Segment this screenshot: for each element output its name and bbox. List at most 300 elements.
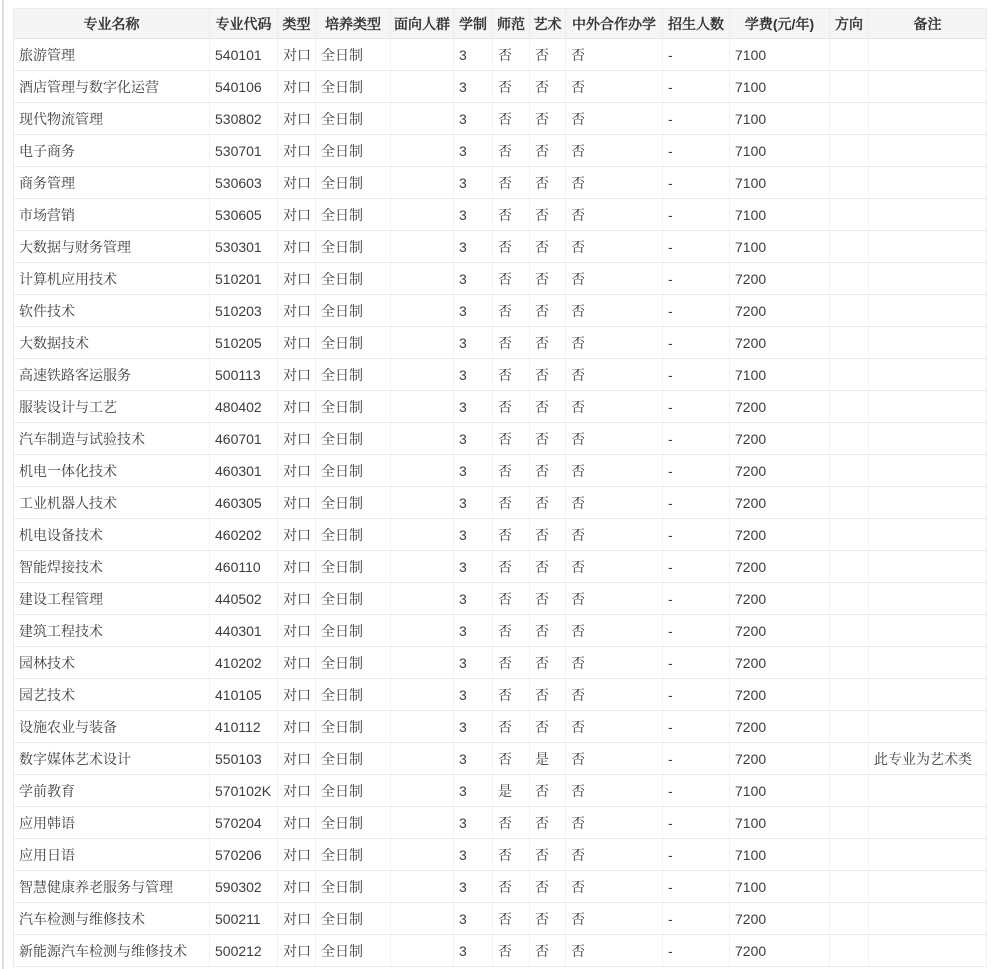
cell-type: 对口 bbox=[278, 775, 316, 807]
cell-name: 设施农业与装备 bbox=[14, 711, 210, 743]
cell-coop: 否 bbox=[566, 807, 663, 839]
cell-art: 否 bbox=[530, 647, 566, 679]
cell-normal: 否 bbox=[493, 295, 530, 327]
cell-name: 数字媒体艺术设计 bbox=[14, 743, 210, 775]
cell-training: 全日制 bbox=[316, 423, 391, 455]
table-row bbox=[14, 39, 987, 71]
cell-remark bbox=[869, 519, 987, 551]
cell-direction bbox=[830, 103, 869, 135]
cell-training: 全日制 bbox=[316, 775, 391, 807]
cell-direction bbox=[830, 775, 869, 807]
cell-direction bbox=[830, 39, 869, 71]
column-header-code: 专业代码 bbox=[210, 9, 278, 39]
cell-direction bbox=[830, 647, 869, 679]
cell-type: 对口 bbox=[278, 71, 316, 103]
cell-audience bbox=[391, 167, 454, 199]
cell-duration: 3 bbox=[454, 487, 493, 519]
cell-direction bbox=[830, 231, 869, 263]
cell-duration: 3 bbox=[454, 807, 493, 839]
cell-normal: 否 bbox=[493, 647, 530, 679]
cell-direction bbox=[830, 551, 869, 583]
cell-duration: 3 bbox=[454, 839, 493, 871]
cell-duration: 3 bbox=[454, 903, 493, 935]
cell-type: 对口 bbox=[278, 103, 316, 135]
cell-enrollment: - bbox=[663, 519, 730, 551]
cell-audience bbox=[391, 519, 454, 551]
cell-enrollment: - bbox=[663, 935, 730, 967]
cell-enrollment: - bbox=[663, 327, 730, 359]
cell-coop: 否 bbox=[566, 711, 663, 743]
cell-name: 智能焊接技术 bbox=[14, 551, 210, 583]
table-row bbox=[14, 871, 987, 903]
cell-type: 对口 bbox=[278, 519, 316, 551]
cell-type: 对口 bbox=[278, 743, 316, 775]
cell-type: 对口 bbox=[278, 327, 316, 359]
cell-remark bbox=[869, 647, 987, 679]
cell-tuition: 7200 bbox=[730, 615, 830, 647]
cell-duration: 3 bbox=[454, 871, 493, 903]
cell-enrollment: - bbox=[663, 903, 730, 935]
cell-duration: 3 bbox=[454, 391, 493, 423]
cell-code: 530603 bbox=[210, 167, 278, 199]
cell-art: 否 bbox=[530, 231, 566, 263]
cell-remark bbox=[869, 71, 987, 103]
cell-type: 对口 bbox=[278, 551, 316, 583]
cell-type: 对口 bbox=[278, 455, 316, 487]
cell-remark bbox=[869, 615, 987, 647]
table-row bbox=[14, 263, 987, 295]
cell-coop: 否 bbox=[566, 679, 663, 711]
cell-duration: 3 bbox=[454, 263, 493, 295]
table-row bbox=[14, 679, 987, 711]
cell-code: 590302 bbox=[210, 871, 278, 903]
cell-enrollment: - bbox=[663, 135, 730, 167]
cell-training: 全日制 bbox=[316, 263, 391, 295]
cell-art: 否 bbox=[530, 135, 566, 167]
cell-code: 570206 bbox=[210, 839, 278, 871]
cell-name: 应用日语 bbox=[14, 839, 210, 871]
cell-direction bbox=[830, 295, 869, 327]
cell-remark bbox=[869, 935, 987, 967]
cell-enrollment: - bbox=[663, 679, 730, 711]
cell-code: 570102K bbox=[210, 775, 278, 807]
cell-training: 全日制 bbox=[316, 743, 391, 775]
cell-art: 否 bbox=[530, 39, 566, 71]
table-row bbox=[14, 487, 987, 519]
cell-direction bbox=[830, 903, 869, 935]
cell-name: 工业机器人技术 bbox=[14, 487, 210, 519]
cell-code: 480402 bbox=[210, 391, 278, 423]
column-header-art: 艺术 bbox=[530, 9, 566, 39]
cell-code: 530605 bbox=[210, 199, 278, 231]
cell-remark bbox=[869, 871, 987, 903]
table-row bbox=[14, 423, 987, 455]
cell-normal: 否 bbox=[493, 519, 530, 551]
cell-enrollment: - bbox=[663, 71, 730, 103]
cell-audience bbox=[391, 871, 454, 903]
cell-type: 对口 bbox=[278, 135, 316, 167]
page-left-border bbox=[2, 0, 4, 969]
majors-table-body bbox=[14, 39, 987, 967]
cell-training: 全日制 bbox=[316, 615, 391, 647]
cell-training: 全日制 bbox=[316, 39, 391, 71]
cell-direction bbox=[830, 487, 869, 519]
cell-direction bbox=[830, 263, 869, 295]
cell-type: 对口 bbox=[278, 935, 316, 967]
cell-training: 全日制 bbox=[316, 359, 391, 391]
cell-coop: 否 bbox=[566, 231, 663, 263]
cell-direction bbox=[830, 135, 869, 167]
cell-enrollment: - bbox=[663, 391, 730, 423]
table-row bbox=[14, 231, 987, 263]
cell-code: 540101 bbox=[210, 39, 278, 71]
cell-coop: 否 bbox=[566, 199, 663, 231]
cell-enrollment: - bbox=[663, 103, 730, 135]
cell-training: 全日制 bbox=[316, 327, 391, 359]
cell-audience bbox=[391, 807, 454, 839]
cell-normal: 否 bbox=[493, 199, 530, 231]
cell-code: 460110 bbox=[210, 551, 278, 583]
cell-direction bbox=[830, 391, 869, 423]
cell-enrollment: - bbox=[663, 871, 730, 903]
cell-direction bbox=[830, 615, 869, 647]
cell-normal: 否 bbox=[493, 359, 530, 391]
cell-art: 否 bbox=[530, 199, 566, 231]
cell-direction bbox=[830, 807, 869, 839]
cell-training: 全日制 bbox=[316, 647, 391, 679]
cell-remark bbox=[869, 423, 987, 455]
cell-remark bbox=[869, 711, 987, 743]
cell-coop: 否 bbox=[566, 295, 663, 327]
cell-direction bbox=[830, 871, 869, 903]
cell-coop: 否 bbox=[566, 647, 663, 679]
cell-tuition: 7200 bbox=[730, 327, 830, 359]
cell-tuition: 7200 bbox=[730, 391, 830, 423]
cell-type: 对口 bbox=[278, 583, 316, 615]
cell-audience bbox=[391, 359, 454, 391]
cell-remark bbox=[869, 775, 987, 807]
cell-tuition: 7100 bbox=[730, 135, 830, 167]
cell-duration: 3 bbox=[454, 359, 493, 391]
cell-tuition: 7100 bbox=[730, 199, 830, 231]
table-row bbox=[14, 647, 987, 679]
cell-audience bbox=[391, 839, 454, 871]
cell-name: 应用韩语 bbox=[14, 807, 210, 839]
cell-tuition: 7100 bbox=[730, 359, 830, 391]
cell-audience bbox=[391, 199, 454, 231]
cell-name: 汽车检测与维修技术 bbox=[14, 903, 210, 935]
cell-duration: 3 bbox=[454, 295, 493, 327]
cell-name: 园林技术 bbox=[14, 647, 210, 679]
cell-type: 对口 bbox=[278, 199, 316, 231]
cell-normal: 否 bbox=[493, 807, 530, 839]
table-row bbox=[14, 167, 987, 199]
cell-type: 对口 bbox=[278, 711, 316, 743]
cell-audience bbox=[391, 71, 454, 103]
cell-name: 机电设备技术 bbox=[14, 519, 210, 551]
cell-remark bbox=[869, 839, 987, 871]
majors-table bbox=[13, 8, 987, 967]
cell-duration: 3 bbox=[454, 615, 493, 647]
cell-remark bbox=[869, 167, 987, 199]
cell-name: 电子商务 bbox=[14, 135, 210, 167]
cell-name: 计算机应用技术 bbox=[14, 263, 210, 295]
cell-normal: 否 bbox=[493, 487, 530, 519]
cell-duration: 3 bbox=[454, 327, 493, 359]
cell-coop: 否 bbox=[566, 903, 663, 935]
cell-code: 540106 bbox=[210, 71, 278, 103]
cell-art: 否 bbox=[530, 295, 566, 327]
cell-remark bbox=[869, 103, 987, 135]
cell-name: 商务管理 bbox=[14, 167, 210, 199]
cell-normal: 否 bbox=[493, 39, 530, 71]
cell-audience bbox=[391, 775, 454, 807]
cell-coop: 否 bbox=[566, 39, 663, 71]
cell-normal: 否 bbox=[493, 583, 530, 615]
cell-duration: 3 bbox=[454, 519, 493, 551]
table-row bbox=[14, 711, 987, 743]
cell-training: 全日制 bbox=[316, 199, 391, 231]
cell-tuition: 7200 bbox=[730, 679, 830, 711]
cell-direction bbox=[830, 583, 869, 615]
table-row bbox=[14, 327, 987, 359]
cell-normal: 否 bbox=[493, 327, 530, 359]
cell-code: 440301 bbox=[210, 615, 278, 647]
cell-enrollment: - bbox=[663, 615, 730, 647]
cell-art: 否 bbox=[530, 871, 566, 903]
cell-normal: 否 bbox=[493, 263, 530, 295]
cell-code: 530802 bbox=[210, 103, 278, 135]
cell-art: 否 bbox=[530, 487, 566, 519]
cell-normal: 否 bbox=[493, 871, 530, 903]
cell-art: 否 bbox=[530, 455, 566, 487]
cell-code: 570204 bbox=[210, 807, 278, 839]
cell-audience bbox=[391, 551, 454, 583]
cell-audience bbox=[391, 679, 454, 711]
cell-coop: 否 bbox=[566, 551, 663, 583]
cell-art: 否 bbox=[530, 423, 566, 455]
cell-duration: 3 bbox=[454, 775, 493, 807]
cell-training: 全日制 bbox=[316, 71, 391, 103]
cell-art: 否 bbox=[530, 679, 566, 711]
cell-type: 对口 bbox=[278, 647, 316, 679]
cell-tuition: 7200 bbox=[730, 519, 830, 551]
cell-normal: 否 bbox=[493, 679, 530, 711]
cell-enrollment: - bbox=[663, 199, 730, 231]
cell-audience bbox=[391, 455, 454, 487]
column-header-audience: 面向人群 bbox=[391, 9, 454, 39]
cell-coop: 否 bbox=[566, 327, 663, 359]
cell-training: 全日制 bbox=[316, 839, 391, 871]
cell-remark bbox=[869, 807, 987, 839]
cell-code: 500113 bbox=[210, 359, 278, 391]
cell-remark bbox=[869, 199, 987, 231]
cell-remark bbox=[869, 903, 987, 935]
cell-type: 对口 bbox=[278, 487, 316, 519]
cell-coop: 否 bbox=[566, 423, 663, 455]
cell-duration: 3 bbox=[454, 679, 493, 711]
cell-duration: 3 bbox=[454, 71, 493, 103]
cell-direction bbox=[830, 423, 869, 455]
cell-coop: 否 bbox=[566, 455, 663, 487]
cell-audience bbox=[391, 103, 454, 135]
cell-audience bbox=[391, 935, 454, 967]
cell-direction bbox=[830, 199, 869, 231]
cell-name: 新能源汽车检测与维修技术 bbox=[14, 935, 210, 967]
table-row bbox=[14, 775, 987, 807]
cell-name: 智慧健康养老服务与管理 bbox=[14, 871, 210, 903]
cell-direction bbox=[830, 167, 869, 199]
cell-normal: 否 bbox=[493, 167, 530, 199]
cell-art: 否 bbox=[530, 839, 566, 871]
majors-table-head bbox=[14, 9, 987, 39]
cell-code: 410202 bbox=[210, 647, 278, 679]
cell-tuition: 7100 bbox=[730, 807, 830, 839]
cell-code: 460701 bbox=[210, 423, 278, 455]
cell-name: 市场营销 bbox=[14, 199, 210, 231]
cell-duration: 3 bbox=[454, 583, 493, 615]
cell-audience bbox=[391, 743, 454, 775]
cell-direction bbox=[830, 327, 869, 359]
cell-duration: 3 bbox=[454, 167, 493, 199]
cell-art: 否 bbox=[530, 615, 566, 647]
cell-enrollment: - bbox=[663, 487, 730, 519]
table-row bbox=[14, 199, 987, 231]
cell-audience bbox=[391, 615, 454, 647]
cell-art: 否 bbox=[530, 807, 566, 839]
cell-audience bbox=[391, 647, 454, 679]
cell-enrollment: - bbox=[663, 423, 730, 455]
cell-code: 440502 bbox=[210, 583, 278, 615]
cell-tuition: 7100 bbox=[730, 167, 830, 199]
cell-coop: 否 bbox=[566, 359, 663, 391]
cell-normal: 否 bbox=[493, 71, 530, 103]
cell-tuition: 7200 bbox=[730, 551, 830, 583]
cell-training: 全日制 bbox=[316, 167, 391, 199]
cell-coop: 否 bbox=[566, 263, 663, 295]
cell-direction bbox=[830, 519, 869, 551]
cell-tuition: 7200 bbox=[730, 455, 830, 487]
cell-training: 全日制 bbox=[316, 807, 391, 839]
cell-code: 550103 bbox=[210, 743, 278, 775]
cell-art: 否 bbox=[530, 935, 566, 967]
cell-audience bbox=[391, 295, 454, 327]
cell-enrollment: - bbox=[663, 551, 730, 583]
cell-enrollment: - bbox=[663, 231, 730, 263]
cell-coop: 否 bbox=[566, 839, 663, 871]
cell-art: 否 bbox=[530, 263, 566, 295]
cell-remark bbox=[869, 679, 987, 711]
cell-tuition: 7100 bbox=[730, 39, 830, 71]
cell-tuition: 7100 bbox=[730, 103, 830, 135]
cell-tuition: 7100 bbox=[730, 839, 830, 871]
cell-enrollment: - bbox=[663, 455, 730, 487]
cell-art: 否 bbox=[530, 103, 566, 135]
cell-name: 酒店管理与数字化运营 bbox=[14, 71, 210, 103]
cell-training: 全日制 bbox=[316, 711, 391, 743]
cell-normal: 否 bbox=[493, 103, 530, 135]
cell-art: 否 bbox=[530, 391, 566, 423]
column-header-duration: 学制 bbox=[454, 9, 493, 39]
cell-name: 大数据与财务管理 bbox=[14, 231, 210, 263]
cell-remark bbox=[869, 455, 987, 487]
cell-audience bbox=[391, 39, 454, 71]
cell-remark bbox=[869, 295, 987, 327]
cell-duration: 3 bbox=[454, 647, 493, 679]
table-row bbox=[14, 935, 987, 967]
cell-coop: 否 bbox=[566, 935, 663, 967]
cell-name: 建筑工程技术 bbox=[14, 615, 210, 647]
cell-code: 530701 bbox=[210, 135, 278, 167]
cell-duration: 3 bbox=[454, 423, 493, 455]
cell-tuition: 7100 bbox=[730, 231, 830, 263]
header-row bbox=[14, 9, 987, 39]
cell-audience bbox=[391, 423, 454, 455]
cell-direction bbox=[830, 71, 869, 103]
column-header-enrollment: 招生人数 bbox=[663, 9, 730, 39]
cell-tuition: 7200 bbox=[730, 711, 830, 743]
column-header-training: 培养类型 bbox=[316, 9, 391, 39]
cell-remark bbox=[869, 39, 987, 71]
cell-remark bbox=[869, 391, 987, 423]
column-header-type: 类型 bbox=[278, 9, 316, 39]
cell-code: 500211 bbox=[210, 903, 278, 935]
cell-enrollment: - bbox=[663, 807, 730, 839]
column-header-coop: 中外合作办学 bbox=[566, 9, 663, 39]
cell-coop: 否 bbox=[566, 615, 663, 647]
cell-art: 否 bbox=[530, 551, 566, 583]
cell-duration: 3 bbox=[454, 935, 493, 967]
cell-duration: 3 bbox=[454, 455, 493, 487]
table-row bbox=[14, 103, 987, 135]
cell-enrollment: - bbox=[663, 167, 730, 199]
cell-normal: 否 bbox=[493, 231, 530, 263]
cell-normal: 否 bbox=[493, 423, 530, 455]
table-row bbox=[14, 903, 987, 935]
cell-training: 全日制 bbox=[316, 679, 391, 711]
cell-code: 460301 bbox=[210, 455, 278, 487]
cell-type: 对口 bbox=[278, 839, 316, 871]
cell-art: 否 bbox=[530, 519, 566, 551]
cell-enrollment: - bbox=[663, 839, 730, 871]
cell-tuition: 7200 bbox=[730, 263, 830, 295]
cell-name: 学前教育 bbox=[14, 775, 210, 807]
cell-coop: 否 bbox=[566, 775, 663, 807]
cell-audience bbox=[391, 903, 454, 935]
cell-training: 全日制 bbox=[316, 295, 391, 327]
cell-remark bbox=[869, 263, 987, 295]
cell-normal: 否 bbox=[493, 839, 530, 871]
cell-direction bbox=[830, 359, 869, 391]
cell-training: 全日制 bbox=[316, 583, 391, 615]
cell-direction bbox=[830, 935, 869, 967]
cell-duration: 3 bbox=[454, 135, 493, 167]
cell-training: 全日制 bbox=[316, 519, 391, 551]
cell-normal: 否 bbox=[493, 551, 530, 583]
cell-training: 全日制 bbox=[316, 135, 391, 167]
cell-type: 对口 bbox=[278, 39, 316, 71]
cell-enrollment: - bbox=[663, 295, 730, 327]
cell-tuition: 7100 bbox=[730, 71, 830, 103]
cell-enrollment: - bbox=[663, 359, 730, 391]
table-row bbox=[14, 455, 987, 487]
table-row bbox=[14, 295, 987, 327]
cell-audience bbox=[391, 583, 454, 615]
cell-name: 园艺技术 bbox=[14, 679, 210, 711]
table-row bbox=[14, 583, 987, 615]
cell-direction bbox=[830, 839, 869, 871]
cell-tuition: 7200 bbox=[730, 647, 830, 679]
